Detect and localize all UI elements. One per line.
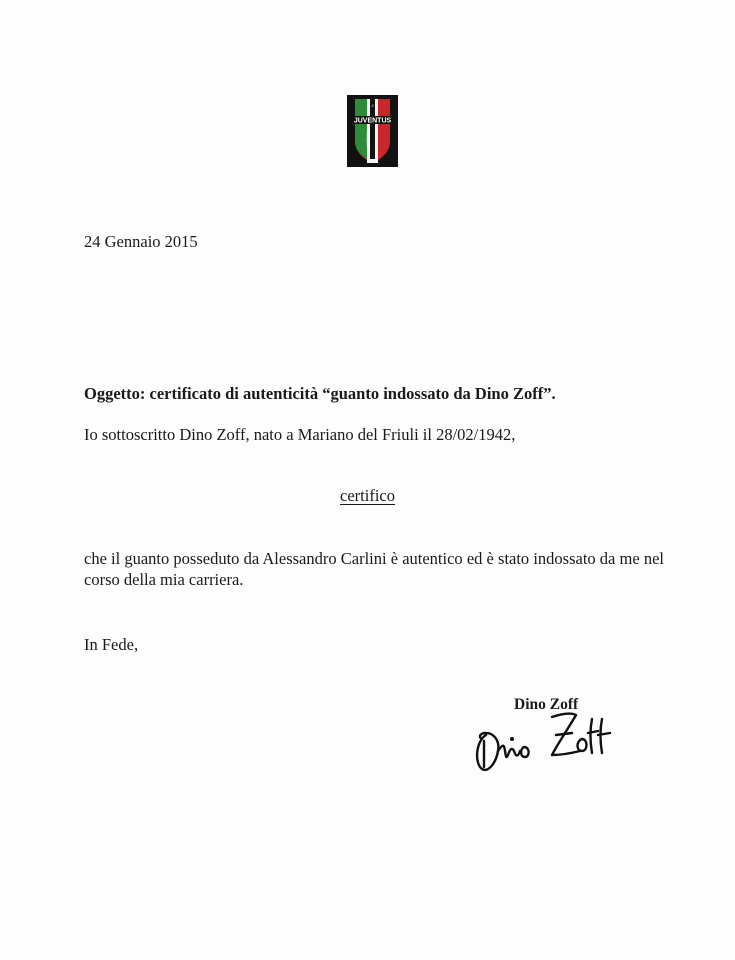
document-subject: Oggetto: certificato di autenticità “guanto indossato da Dino Zoff”. <box>84 384 556 403</box>
logo-text-juventus: JUVENTUS <box>353 117 392 125</box>
document-closing: In Fede, <box>84 635 139 654</box>
logo-text-j: J <box>371 103 374 108</box>
logo-text-museum: MUSEUM <box>365 131 370 147</box>
document-intro: Io sottoscritto Dino Zoff, nato a Mariano del Friuli il 28/02/1942, <box>84 425 516 444</box>
signer-name: Dino Zoff <box>514 696 579 713</box>
handwritten-signature <box>472 705 622 777</box>
certifico-heading: certifico <box>340 486 395 505</box>
document-date: 24 Gennaio 2015 <box>84 232 198 251</box>
document-statement: che il guanto posseduto da Alessandro Carlini è autentico ed è stato indossato da me nel corso della mia carriera. <box>84 549 664 589</box>
juventus-museum-logo <box>347 95 398 167</box>
